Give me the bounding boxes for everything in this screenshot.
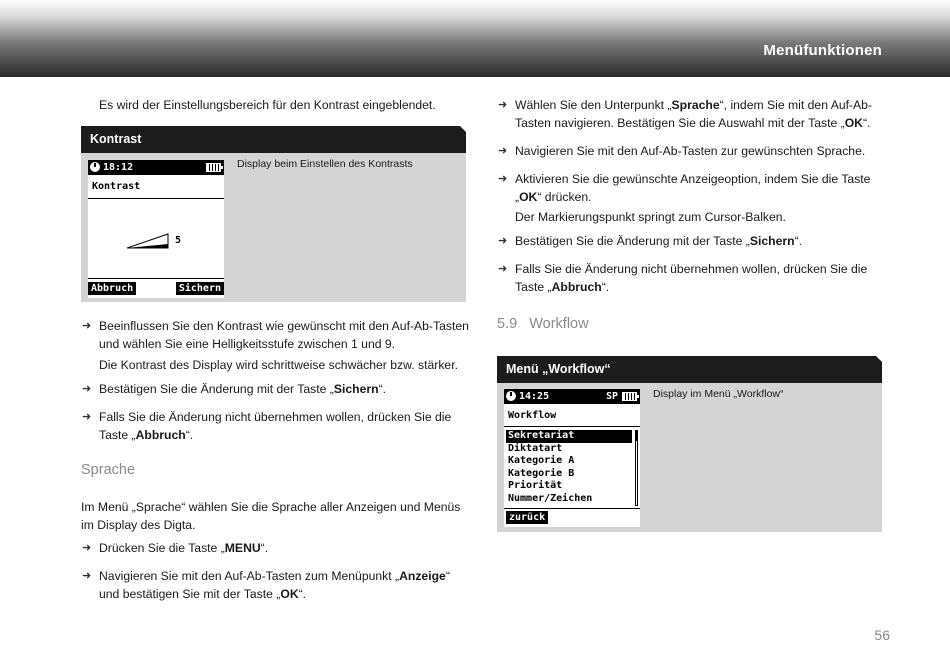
display-status-bar [88, 160, 224, 175]
instruction-confirm-right: ➜ Bestätigen Sie die Änderung mit der Taste „Sichern“. [515, 233, 802, 251]
display-scrollbar [635, 430, 638, 506]
contrast-box-title: Kontrast [81, 126, 466, 153]
arrow-icon: ➜ [82, 570, 92, 582]
arrow-icon: ➜ [498, 235, 508, 247]
clock-icon [90, 162, 100, 172]
key-name: OK [519, 189, 538, 204]
instruction-navigate: ➜ Navigieren Sie mit den Auf-Ab-Tasten zur gewünschten Sprache. [515, 143, 865, 161]
menu-item: Diktatart [508, 442, 563, 454]
display-divider [88, 198, 224, 199]
arrow-icon: ➜ [82, 411, 92, 423]
key-name: MENU [224, 541, 261, 555]
contrast-display [88, 160, 224, 298]
menu-item: Kategorie B [508, 467, 575, 479]
instruction-note-cursor: Der Markierungspunkt springt zum Cursor-Balken. [515, 210, 786, 224]
key-name: OK [844, 115, 863, 130]
instruction-adjust [82, 318, 469, 353]
page-header [0, 0, 950, 77]
key-name: OK [280, 586, 299, 601]
contrast-level-wedge-icon [127, 233, 169, 249]
battery-icon [206, 163, 221, 172]
instruction-menu: ➜ Drücken Sie die Taste „MENU“. [99, 540, 268, 558]
key-name: Abbruch [551, 279, 602, 294]
arrow-icon: ➜ [498, 173, 508, 185]
instruction-note: Die Kontrast des Display wird schrittweise schwächer bzw. stärker. [99, 358, 458, 372]
arrow-icon: ➜ [498, 145, 508, 157]
instruction-confirm: ➜ Bestätigen Sie die Änderung mit der Taste „Sichern“. [99, 381, 386, 399]
arrow-icon: ➜ [82, 542, 92, 554]
clock-icon [506, 391, 516, 401]
workflow-section-heading: 5.9 Workflow [497, 316, 589, 332]
key-name: Anzeige [399, 569, 446, 583]
display-status-sp: SP [605, 391, 618, 402]
arrow-icon: ➜ [82, 320, 92, 332]
display-time: 14:25 [519, 391, 550, 402]
arrow-icon: ➜ [498, 99, 508, 111]
contrast-level-value: 5 [175, 235, 182, 246]
display-divider-bottom [504, 508, 640, 509]
workflow-box-title: Menü „Workflow“ [497, 356, 882, 383]
arrow-icon: ➜ [82, 383, 92, 395]
display-status-bar [504, 389, 640, 404]
softkey-abbruch: Abbruch [88, 282, 136, 295]
battery-icon [622, 392, 637, 401]
workflow-display [504, 389, 640, 527]
key-name: Abbruch [135, 427, 186, 442]
instruction-line: und wählen Sie eine Helligkeitsstufe zwischen 1 und 9. [99, 336, 396, 351]
instruction-anzeige: ➜ Navigieren Sie mit den Auf-Ab-Tasten zum Menüpunkt „Anzeige“ und bestätigen Sie mit der Taste „OK“. [82, 569, 450, 601]
arrow-icon: ➜ [498, 263, 508, 275]
instruction-activate: ➜ Aktivieren Sie die gewünschte Anzeigeoption, indem Sie die Taste „OK“ drücken. [498, 172, 871, 204]
instruction-sprache-select: ➜ Wählen Sie den Unterpunkt „Sprache“, indem Sie mit den Auf-Ab- Tasten navigieren. Bestätigen Sie die Auswahl mit der Taste „OK“. [498, 98, 873, 130]
display-screen-title: Workflow [508, 410, 557, 421]
instruction-cancel-right: ➜ Falls Sie die Änderung nicht übernehmen wollen, drücken Sie die Taste „Abbruch“. [498, 262, 868, 294]
menu-item-selected: Sekretariat [506, 430, 632, 443]
menu-item: Priorität [508, 480, 563, 492]
menu-item: Nummer/Zeichen [508, 492, 593, 504]
display-time: 18:12 [103, 162, 134, 173]
display-divider-bottom [88, 278, 224, 279]
workflow-caption: Display im Menü „Workflow“ [653, 388, 784, 400]
softkey-sichern: Sichern [176, 282, 224, 295]
key-name: Sichern [333, 382, 379, 396]
page-number: 56 [874, 627, 890, 643]
intro-text: Es wird der Einstellungsbereich für den Kontrast eingeblendet. [99, 98, 436, 112]
sprache-paragraph: Im Menü „Sprache“ wählen Sie die Sprache aller Anzeigen und Menüs im Display des Digta. [81, 500, 461, 532]
instruction-line: Beeinflussen Sie den Kontrast wie gewünscht mit den Auf-Ab-Tasten [99, 319, 469, 333]
softkey-zurueck: zurück [506, 511, 548, 524]
workflow-menu-list [506, 430, 632, 506]
menu-item: Kategorie A [508, 455, 575, 467]
sprache-heading: Sprache [81, 462, 136, 478]
chapter-title: Menüfunktionen [763, 42, 882, 59]
key-name: Sichern [749, 234, 795, 248]
key-name: Sprache [671, 98, 720, 112]
instruction-cancel: ➜ Falls Sie die Änderung nicht übernehmen wollen, drücken Sie die Taste „Abbruch“. [82, 410, 452, 442]
display-screen-title: Kontrast [92, 181, 141, 192]
contrast-caption: Display beim Einstellen des Kontrasts [237, 158, 413, 170]
display-divider [504, 426, 640, 427]
